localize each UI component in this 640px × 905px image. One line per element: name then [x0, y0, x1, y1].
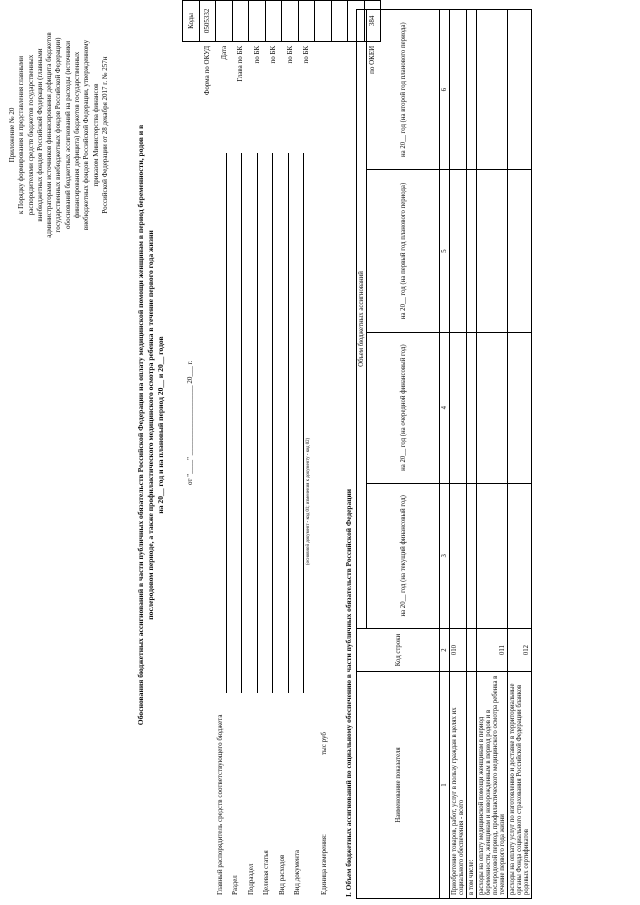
- header-next-year: на 20__ год (на очередной финансовый год): [367, 332, 440, 483]
- appendix-line: финансирования дефицита) бюджетов государственных: [73, 51, 82, 219]
- row-cell: [477, 10, 508, 170]
- header-name: Наименование показателя: [357, 672, 440, 899]
- col-number: 1: [440, 672, 450, 899]
- expense-type-line: [288, 153, 289, 693]
- col-number: 3: [440, 483, 450, 628]
- appendix-line: распорядителями средств бюджетов государственных: [26, 54, 35, 216]
- appendix-line: Приложение № 20: [8, 107, 16, 163]
- appendix-line: внебюджетных фондов Российской Федерации, утвержденному: [82, 39, 91, 231]
- header-current-year: на 20__ год (на текущий финансовый год): [367, 483, 440, 628]
- row-cell: [450, 483, 467, 628]
- code-value: [232, 1, 249, 42]
- document-type-line: [303, 153, 304, 693]
- code-value: [331, 1, 348, 42]
- row-code: 012: [508, 629, 532, 672]
- code-label: [331, 41, 348, 145]
- table-row: [477, 10, 508, 899]
- row-cell: [477, 332, 508, 483]
- code-label: по БК: [302, 45, 311, 64]
- header-plan-year-1: на 20__ год (на первый год планового периода): [367, 170, 440, 332]
- code-value: [249, 1, 266, 42]
- col-number: 4: [440, 332, 450, 483]
- code-value: [265, 1, 282, 42]
- code-value: [315, 1, 332, 42]
- budget-table: [356, 9, 532, 899]
- row-cell: [450, 170, 467, 332]
- row-cell: [467, 10, 477, 170]
- date-line: от "____" ____________________ 20___ г.: [186, 360, 194, 485]
- main-manager-label: Главный распорядитель средств соответствующего бюджета: [216, 714, 224, 895]
- row-cell: [477, 170, 508, 332]
- target-article-label: Целевая статья: [262, 850, 270, 895]
- table-row: [508, 10, 532, 899]
- appendix-line: государственных внебюджетных фондов Российской Федерации): [54, 37, 63, 233]
- title-line-1: Обоснования бюджетных ассигнований в части публичных обязательств Российской Федерации на оплату медицинской помощи женщинам в период беременности, родов и в: [136, 124, 145, 726]
- row-cell: [467, 170, 477, 332]
- row-cell: [477, 483, 508, 628]
- code-label: [315, 41, 332, 145]
- row-code: 010: [450, 629, 467, 672]
- subsection-label: Подраздел: [247, 863, 255, 895]
- expense-type-label: Вид расходов: [278, 854, 286, 895]
- code-value: [216, 1, 233, 42]
- appendix-line: приказом Министерства финансов: [91, 83, 100, 187]
- header-volume: Объем бюджетных ассигнований: [357, 10, 367, 629]
- code-label: по БК: [285, 45, 294, 64]
- code-label: Дата: [219, 45, 228, 60]
- code-value: [298, 1, 315, 42]
- main-manager-line: [226, 153, 227, 693]
- code-label: Форма по ОКУД: [203, 45, 212, 96]
- code-label: по БК: [269, 45, 278, 64]
- title-line-3: на 20__ год и на плановый период 20__ и 20__ годов: [156, 336, 165, 514]
- row-name: расходы на оплату медицинской помощи женщинам в период беременности, женщинам и новорожденным в период родов и в послеродовой период, профилактического медицинского осмотра ребенка в течение первого года жизни: [477, 672, 508, 899]
- row-cell: [508, 170, 532, 332]
- table-row: [467, 10, 477, 899]
- code-value: 384: [364, 1, 381, 42]
- appendix-line: Российской Федерации от 28 декабря 2017 г. № 257н: [100, 56, 109, 214]
- table-row: [450, 10, 467, 899]
- code-value: 0505332: [199, 1, 216, 42]
- section-label: Раздел: [231, 875, 239, 895]
- code-value: [282, 1, 299, 42]
- appendix-line: обоснований бюджетных ассигнований на расходы (источники: [63, 41, 72, 229]
- appendix-line: к Порядку формирования и представления главными: [17, 56, 26, 214]
- row-cell: [508, 483, 532, 628]
- codes-table: [182, 0, 381, 145]
- section-line: [241, 153, 242, 693]
- code-label: по ОКЕИ: [368, 45, 377, 74]
- unit-value: тыс руб: [320, 732, 328, 755]
- col-number: 2: [440, 629, 450, 672]
- document-type-label: Вид документа: [293, 849, 301, 895]
- col-number: 6: [440, 10, 450, 170]
- row-code: 011: [477, 629, 508, 672]
- code-label: по БК: [252, 45, 261, 64]
- document-type-note: (основной документ - код 01; изменения к документу - код 02): [306, 437, 311, 565]
- appendix-line: внебюджетных фондов Российской Федерации (главными: [35, 48, 44, 222]
- row-name: Приобретение товаров, работ, услуг в пользу граждан в целях их социального обеспечения - всего: [450, 672, 467, 899]
- row-cell: [467, 483, 477, 628]
- col-number: 5: [440, 170, 450, 332]
- row-cell: [467, 332, 477, 483]
- row-code: [467, 629, 477, 672]
- appendix-note: [8, 5, 110, 265]
- codes-header: Коды: [183, 1, 200, 42]
- title-line-2: послеродовом периоде, а также профилактического медицинского осмотра ребенка в течение первого года жизни: [146, 230, 155, 620]
- row-cell: [508, 10, 532, 170]
- row-cell: [450, 10, 467, 170]
- document-title: [136, 45, 166, 805]
- row-name: в том числе:: [467, 672, 477, 899]
- header-code: Код строки: [357, 629, 440, 672]
- section-1-title: I. Объем бюджетных ассигнований по социальному обеспечению в части публичных обязательств Российской Федерации: [344, 488, 353, 897]
- subsection-line: [257, 153, 258, 693]
- appendix-line: администраторами источников финансирования дефицита бюджетов: [45, 32, 54, 238]
- target-article-line: [272, 153, 273, 693]
- header-plan-year-2: на 20__ год (на второй год планового периода): [367, 10, 440, 170]
- code-label: Глава по БК: [236, 45, 245, 82]
- row-cell: [450, 332, 467, 483]
- row-cell: [508, 332, 532, 483]
- unit-label: Единица измерения:: [320, 834, 328, 895]
- row-name: расходы на оплату услуг по изготовлению и доставке в территориальные органы Фонда социального страхования Российской Федерации бланков родовых сертификатов: [508, 672, 532, 899]
